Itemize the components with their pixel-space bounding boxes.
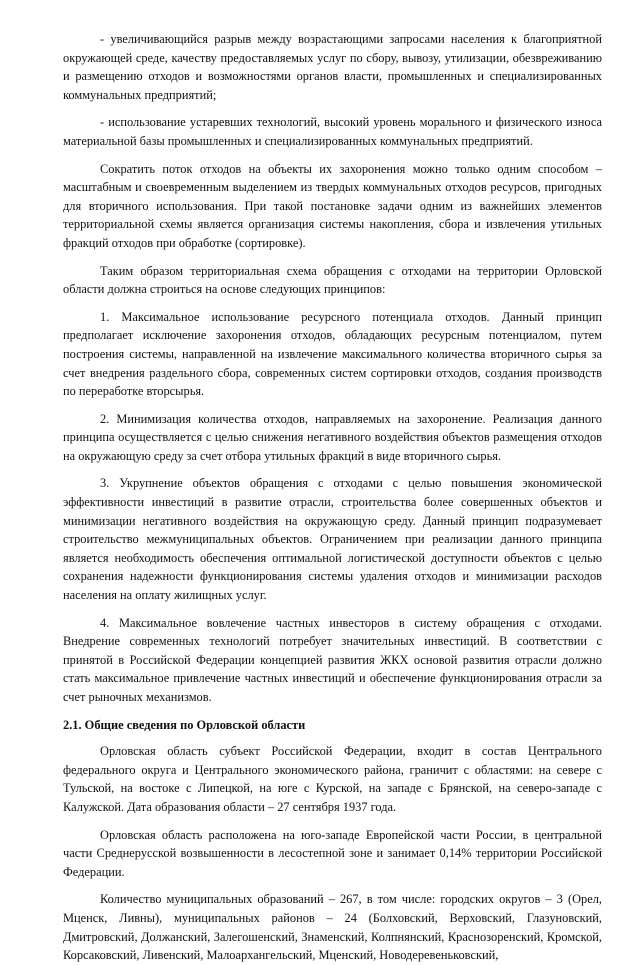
paragraph-4: Таким образом территориальная схема обращения с отходами на территории Орловской области должна строиться на основе следующих принципов: [63, 263, 602, 297]
paragraph-3: Сократить поток отходов на объекты их захоронения можно только одним способом – масштабным и своевременным выделением из твердых коммунальных отходов ресурсов, пригодных для вторичного использования. При такой постановке задачи одним из важнейших элементов территориальной схемы является организация системы накопления, сбора и извлечения утильных фракций отходов при обработке (сортировке). [63, 161, 602, 250]
principle-2: 2. Минимизация количества отходов, направляемых на захоронение. Реализация данного принципа осуществляется с целью снижения негативного воздействия объектов размещения отходов на окружающую среду за счет отбора утильных фракций в виде вторичного сырья. [63, 411, 602, 463]
principle-4: 4. Максимальное вовлечение частных инвесторов в систему обращения с отходами. Внедрение современных технологий потребует значительных инвестиций. В соответствии с принятой в Российской Федерации концепцией развития ЖКХ основой развития отрасли должно стать максимальное привлечение частных инвестиций и обеспечение функционирования отрасли за счет рыночных механизмов. [63, 615, 602, 704]
principle-3: 3. Укрупнение объектов обращения с отходами с целью повышения экономической эффективности инвестиций в развитие отрасли, строительства более совершенных объектов и минимизации негативного воздействия на окружающую среду. Данный принцип подразумевает строительство межмуниципальных объектов. Ограничением при реализации данного принципа является необходимость обеспечения оптимальной логистической доступности объектов с целью сохранения надежности функционирования системы удаления отходов и минимизации расходов населения на оплату жилищных услуг. [63, 476, 602, 603]
paragraph-1: - увеличивающийся разрыв между возрастающими запросами населения к благоприятной окружающей среде, качеству предоставляемых услуг по сбору, вывозу, утилизации, обезвреживанию и размещению отходов и возможностями органов власти, промышленных и специализированных коммунальных предприятий; [63, 32, 602, 102]
principle-1: 1. Максимальное использование ресурсного потенциала отходов. Данный принцип предполагает исключение захоронения отходов, обладающих ресурсным потенциалом, путем построения системы, направленной на извлечение максимального количества вторичного сырья за счет внедрения раздельного сбора, современных систем сортировки отходов, создания производств по переработке вторсырья. [63, 309, 602, 399]
paragraph-region-overview: Орловская область субъект Российской Федерации, входит в состав Центрального федерального округа и Центрального экономического района, граничит с областями: на севере с Тульской, на востоке с Липецкой, на юге с Курской, на западе с Брянской, на северо-западе с Калужской. Дата образования области – 27 сентября 1937 года. [63, 744, 602, 814]
section-heading: 2.1. Общие сведения по Орловской области [63, 717, 306, 732]
paragraph-region-location: Орловская область расположена на юго-западе Европейской части России, в центральной части Среднерусской возвышенности в лесостепной зоне и занимает 0,14% территории Российской Федерации. [63, 827, 602, 879]
paragraph-municipalities: Количество муниципальных образований – 267, в том числе: городских округов – 3 (Орел, Мценск, Ливны), муниципальных районов – 24 (Болховский, Верховский, Глазуновский, Дмитровский, Должанский, Залегошенский, Знаменский, Колпнянский, Краснозоренский, Кромской, Корсаковский, Ливенский, Малоархангельский, Мценский, Новодеревеньковский, [63, 892, 602, 963]
paragraph-2: - использование устаревших технологий, высокий уровень морального и физического износа материальной базы промышленных и специализированных коммунальных предприятий. [63, 115, 602, 148]
